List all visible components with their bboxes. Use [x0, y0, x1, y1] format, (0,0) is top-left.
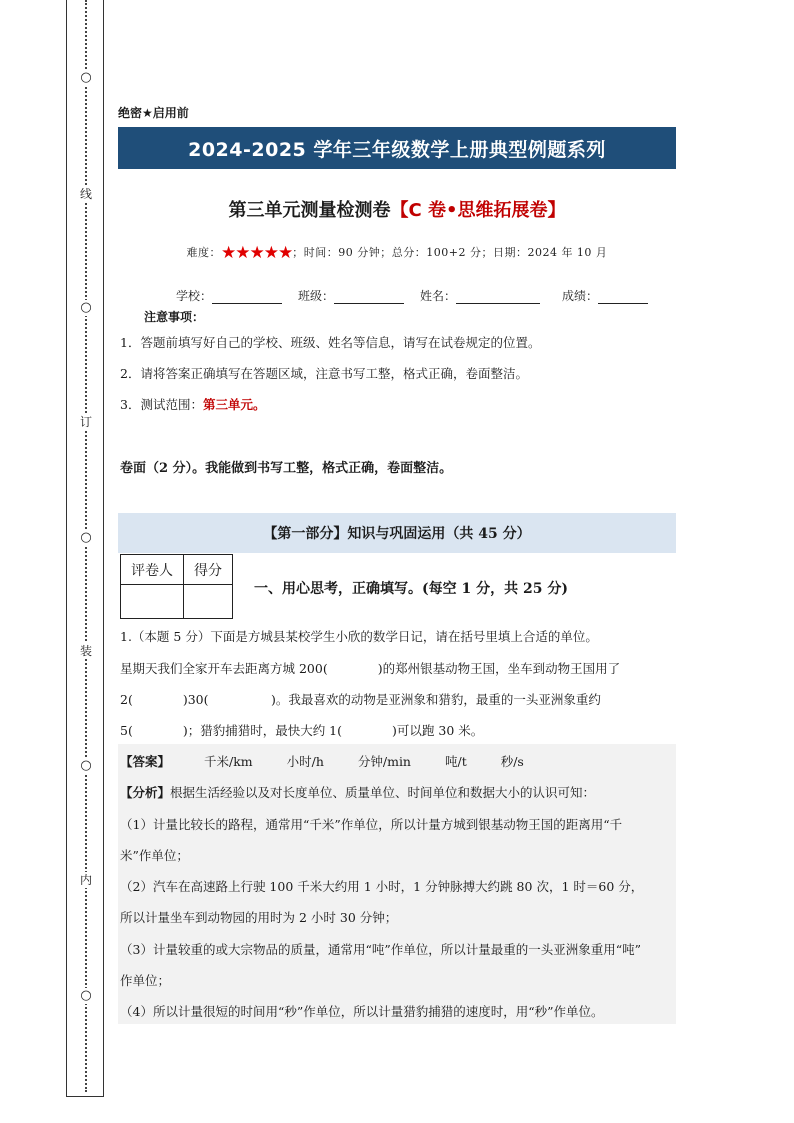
score-field[interactable] — [598, 291, 648, 304]
binding-circle: ○ — [77, 988, 95, 1004]
binding-circle: ○ — [77, 300, 95, 316]
student-info-row — [176, 287, 676, 304]
name-field[interactable] — [456, 291, 540, 304]
answer-line — [120, 752, 554, 770]
answer-unit: 分钟/min — [357, 754, 411, 769]
grader-header: 评卷人 — [121, 555, 184, 585]
score-label: 成绩： — [562, 289, 599, 303]
note-item-3 — [120, 395, 265, 413]
section-title: 一、用心思考，正确填写。(每空 1 分，共 25 分) — [254, 581, 568, 597]
neatness-statement: 卷面（2 分）。我能做到书写工整，格式正确，卷面整洁。 — [120, 461, 453, 476]
binding-dotted-line — [85, 0, 87, 1092]
difficulty-stars-icon: ★★★★★ — [221, 243, 293, 263]
analysis-intro — [120, 783, 595, 801]
analysis-text: 根据生活经验以及对长度单位、质量单位、时间单位和数据大小的认识可知： — [170, 785, 596, 800]
title-banner: 2024-2025 学年三年级数学上册典型例题系列 — [118, 127, 676, 169]
answer-unit: 千米/km — [204, 754, 253, 769]
grader-table — [120, 554, 233, 619]
grader-cell[interactable] — [121, 585, 184, 619]
score-header: 得分 — [184, 555, 233, 585]
difficulty-label: 难度： — [186, 246, 222, 259]
class-label: 班级： — [298, 289, 335, 303]
analysis-point-3a: （3）计量较重的或大宗物品的质量，通常用“吨”作单位，所以计量最重的一头亚洲象重用“吨” — [120, 942, 642, 957]
secret-label: 绝密★启用前 — [118, 106, 189, 120]
meta-details: ；时间：90 分钟；总分：100+2 分；日期：2024 年 10 月 — [292, 246, 608, 259]
answer-unit: 吨/t — [444, 754, 467, 769]
answer-unit: 小时/h — [286, 754, 324, 769]
question-1-line-4: 5( )；猎豹捕猎时，最快大约 1( )可以跑 30 米。 — [120, 723, 484, 738]
score-cell[interactable] — [184, 585, 233, 619]
binding-circle: ○ — [77, 758, 95, 774]
subtitle-main: 第三单元测量检测卷 — [228, 200, 391, 221]
binding-mark-ding: 订 — [77, 414, 95, 430]
part1-banner: 【第一部分】知识与巩固运用（共 45 分） — [118, 513, 676, 553]
analysis-point-3b: 作单位； — [120, 973, 171, 988]
class-field[interactable] — [334, 291, 404, 304]
note-item-2: 2．请将答案正确填写在答题区域，注意书写工整，格式正确，卷面整洁。 — [120, 366, 528, 381]
name-label: 姓名： — [420, 289, 457, 303]
subtitle-tag: 【C 卷•思维拓展卷】 — [390, 200, 566, 221]
answer-unit: 秒/s — [500, 754, 524, 769]
notes-title: 注意事项： — [144, 310, 205, 324]
note-item-3-prefix: 3．测试范围： — [120, 397, 203, 412]
question-1-line-2: 星期天我们全家开车去距离方城 200( )的郑州银基动物王国，坐车到动物王国用了 — [120, 661, 621, 676]
note-item-1: 1．答题前填写好自己的学校、班级、姓名等信息，请写在试卷规定的位置。 — [120, 335, 541, 350]
binding-mark-xian: 线 — [77, 186, 95, 202]
exam-subtitle — [118, 196, 676, 222]
analysis-point-1b: 米”作单位； — [120, 848, 189, 863]
analysis-label: 【分析】 — [120, 785, 171, 800]
analysis-point-4: （4）所以计量很短的时间用“秒”作单位，所以计量猎豹捕猎的速度时，用“秒”作单位。 — [120, 1004, 604, 1019]
binding-circle: ○ — [77, 70, 95, 86]
school-field[interactable] — [212, 291, 282, 304]
question-1-line-3: 2( )30( )。我最喜欢的动物是亚洲象和猎豹，最重的一头亚洲象重约 — [120, 692, 601, 707]
answer-label: 【答案】 — [120, 754, 171, 769]
binding-mark-zhuang: 装 — [77, 643, 95, 659]
analysis-point-2a: （2）汽车在高速路上行驶 100 千米大约用 1 小时，1 分钟脉搏大约跳 80 次，1 时＝60 分， — [120, 879, 644, 894]
binding-circle: ○ — [77, 530, 95, 546]
note-item-3-scope: 第三单元。 — [202, 397, 266, 412]
binding-mark-nei: 内 — [77, 872, 95, 888]
school-label: 学校： — [176, 289, 213, 303]
exam-meta — [118, 243, 676, 263]
analysis-point-2b: 所以计量坐车到动物园的用时为 2 小时 30 分钟； — [120, 910, 398, 925]
question-1-line-1: 1.（本题 5 分）下面是方城县某校学生小欣的数学日记，请在括号里填上合适的单位。 — [120, 629, 598, 644]
analysis-point-1a: （1）计量比较长的路程，通常用“千米”作单位，所以计量方城到银基动物王国的距离用“千 — [120, 817, 623, 832]
